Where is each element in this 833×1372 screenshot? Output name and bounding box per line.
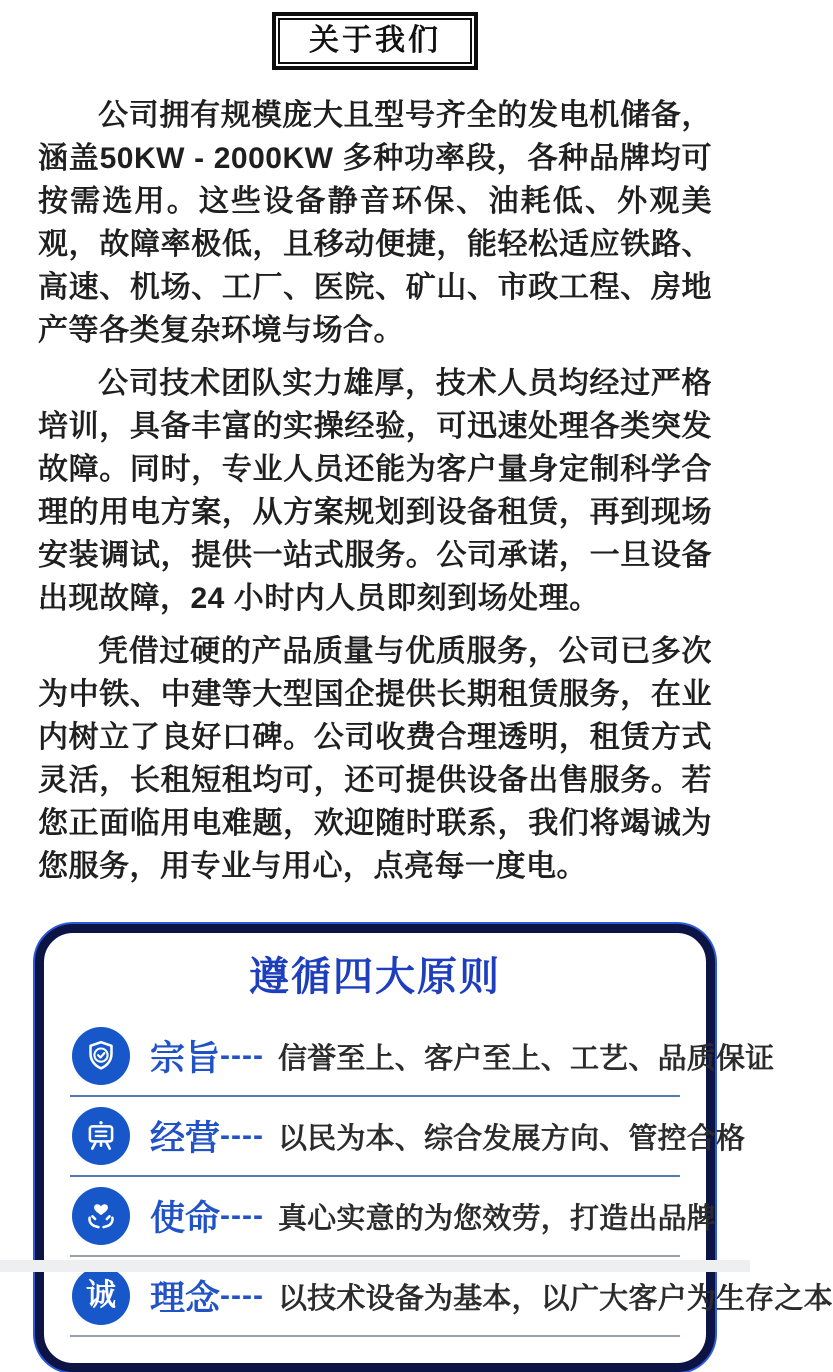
principle-text: 信誉至上、客户至上、工艺、品质保证 (277, 1042, 775, 1075)
principle-row-jingying (70, 1097, 746, 1177)
hands-heart-icon (72, 1187, 130, 1245)
about-paragraph: 公司技术团队实力雄厚，技术人员均经过严格培训，具备丰富的实操经验，可迅速处理各类突发故障。同时，专业人员还能为客户量身定制科学合理的用电方案，从方案规划到设备租赁，再到现场安装调试，提供一站式服务。公司承诺，一旦设备出现故障，24 小时内人员即刻到场处理。 (38, 367, 712, 615)
principle-label: 经营 (150, 1119, 221, 1158)
about-title-box (272, 12, 478, 70)
about-text (38, 94, 712, 888)
sincerity-glyph: 诚 (86, 1279, 116, 1312)
principles-title: 遵循四大原则 (249, 955, 501, 999)
principle-text: 真心实意的为您效劳，打造出品牌 (277, 1202, 716, 1235)
principle-label: 理念 (150, 1279, 221, 1318)
page (0, 12, 833, 1318)
about-paragraph: 凭借过硬的产品质量与优质服务，公司已多次为中铁、中建等大型国企提供长期租赁服务，在业内树立了良好口碑。公司收费合理透明，租赁方式灵活，长租短租均可，还可提供设备出售服务。若您正面临用电难题，欢迎随时联系，我们将竭诚为您服务，用专业与用心，点亮每一度电。 (38, 635, 712, 883)
principle-dashes: ---- (220, 1199, 264, 1232)
shield-check-icon (72, 1027, 130, 1085)
principles-panel (35, 924, 833, 1372)
sincerity-glyph-icon (72, 1267, 130, 1325)
principles-list (70, 1017, 833, 1337)
about-paragraph: 公司拥有规模庞大且型号齐全的发电机储备，涵盖50KW - 2000KW 多种功率段，各种品牌均可按需选用。这些设备静音环保、油耗低、外观美观，故障率极低，且移动便捷，能轻松适应铁路、高速、机场、工厂、医院、矿山、市政工程、房地产等各类复杂环境与场合。 (38, 99, 712, 347)
footer-strip (0, 1260, 750, 1272)
presentation-board-icon (72, 1107, 130, 1165)
principle-dashes: ---- (220, 1279, 264, 1312)
principle-row-shiming (70, 1177, 716, 1257)
principle-row-zongzhi (70, 1017, 775, 1097)
principle-text: 以民为本、综合发展方向、管控合格 (277, 1122, 746, 1155)
page-title: 关于我们 (278, 18, 472, 64)
principle-label: 宗旨 (150, 1039, 221, 1078)
principle-dashes: ---- (220, 1119, 264, 1152)
principle-text: 以技术设备为基本，以广大客户为生存之本 (277, 1282, 833, 1315)
principle-dashes: ---- (220, 1039, 264, 1072)
principle-label: 使命 (150, 1199, 221, 1238)
